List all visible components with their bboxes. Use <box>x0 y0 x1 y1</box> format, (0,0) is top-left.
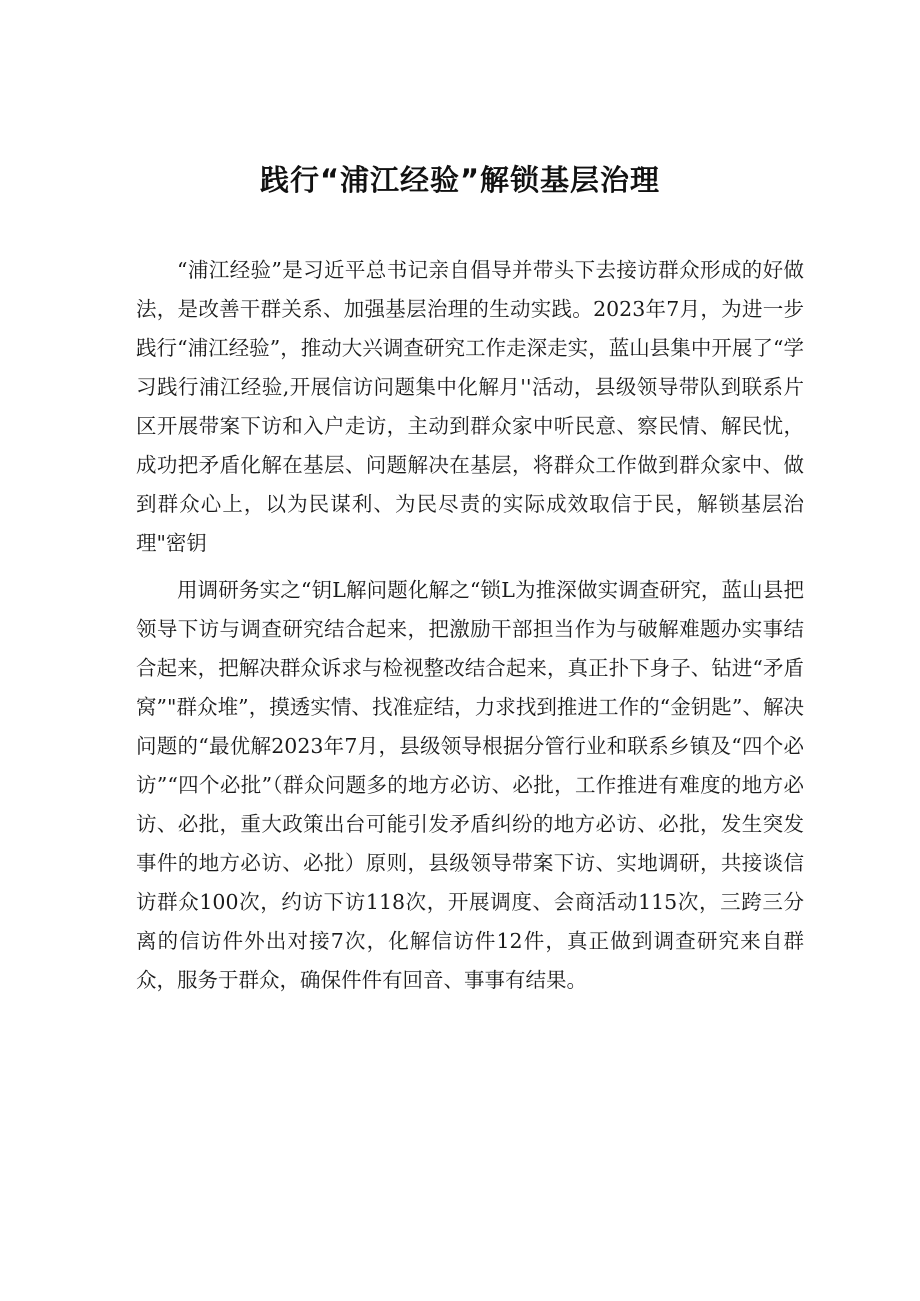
document-body <box>136 251 804 1000</box>
paragraph-1: “浦江经验”是习近平总书记亲自倡导并带头下去接访群众形成的好做法，是改善干群关系、加强基层治理的生动实践。2023年7月，为进一步践行“浦江经验”，推动大兴调查研究工作走深走实，蓝山县集中开展了“学习践行浦江经验,开展信访问题集中化解月''活动，县级领导带队到联系片区开展带案下访和入户走访，主动到群众家中听民意、察民情、解民忧，成功把矛盾化解在基层、问题解决在基层，将群众工作做到群众家中、做到群众心上，以为民谋利、为民尽责的实际成效取信于民，解锁基层治理"密钥 <box>136 258 804 555</box>
paragraph-2: 用调研务实之“钥L解问题化解之“锁L为推深做实调查研究，蓝山县把领导下访与调查研究结合起来，把激励干部担当作为与破解难题办实事结合起来，把解决群众诉求与检视整改结合起来，真正扑下身子、钻进“矛盾窝”"群众堆”，摸透实情、找准症结，力求找到推进工作的“金钥匙”、解决问题的“最优解2023年7月，县级领导根据分管行业和联系乡镇及“四个必访”“四个必批”（群众问题多的地方必访、必批，工作推进有难度的地方必访、必批，重大政策出台可能引发矛盾纠纷的地方必访、必批，发生突发事件的地方必访、必批）原则，县级领导带案下访、实地调研，共接谈信访群众100次，约访下访118次，开展调度、会商活动115次，三跨三分离的信访件外出对接7次，化解信访件12件，真正做到调查研究来自群众，服务于群众，确保件件有回音、事事有结果。 <box>136 578 804 992</box>
document-title: 践行“浦江经验”解锁基层治理 <box>259 163 661 197</box>
